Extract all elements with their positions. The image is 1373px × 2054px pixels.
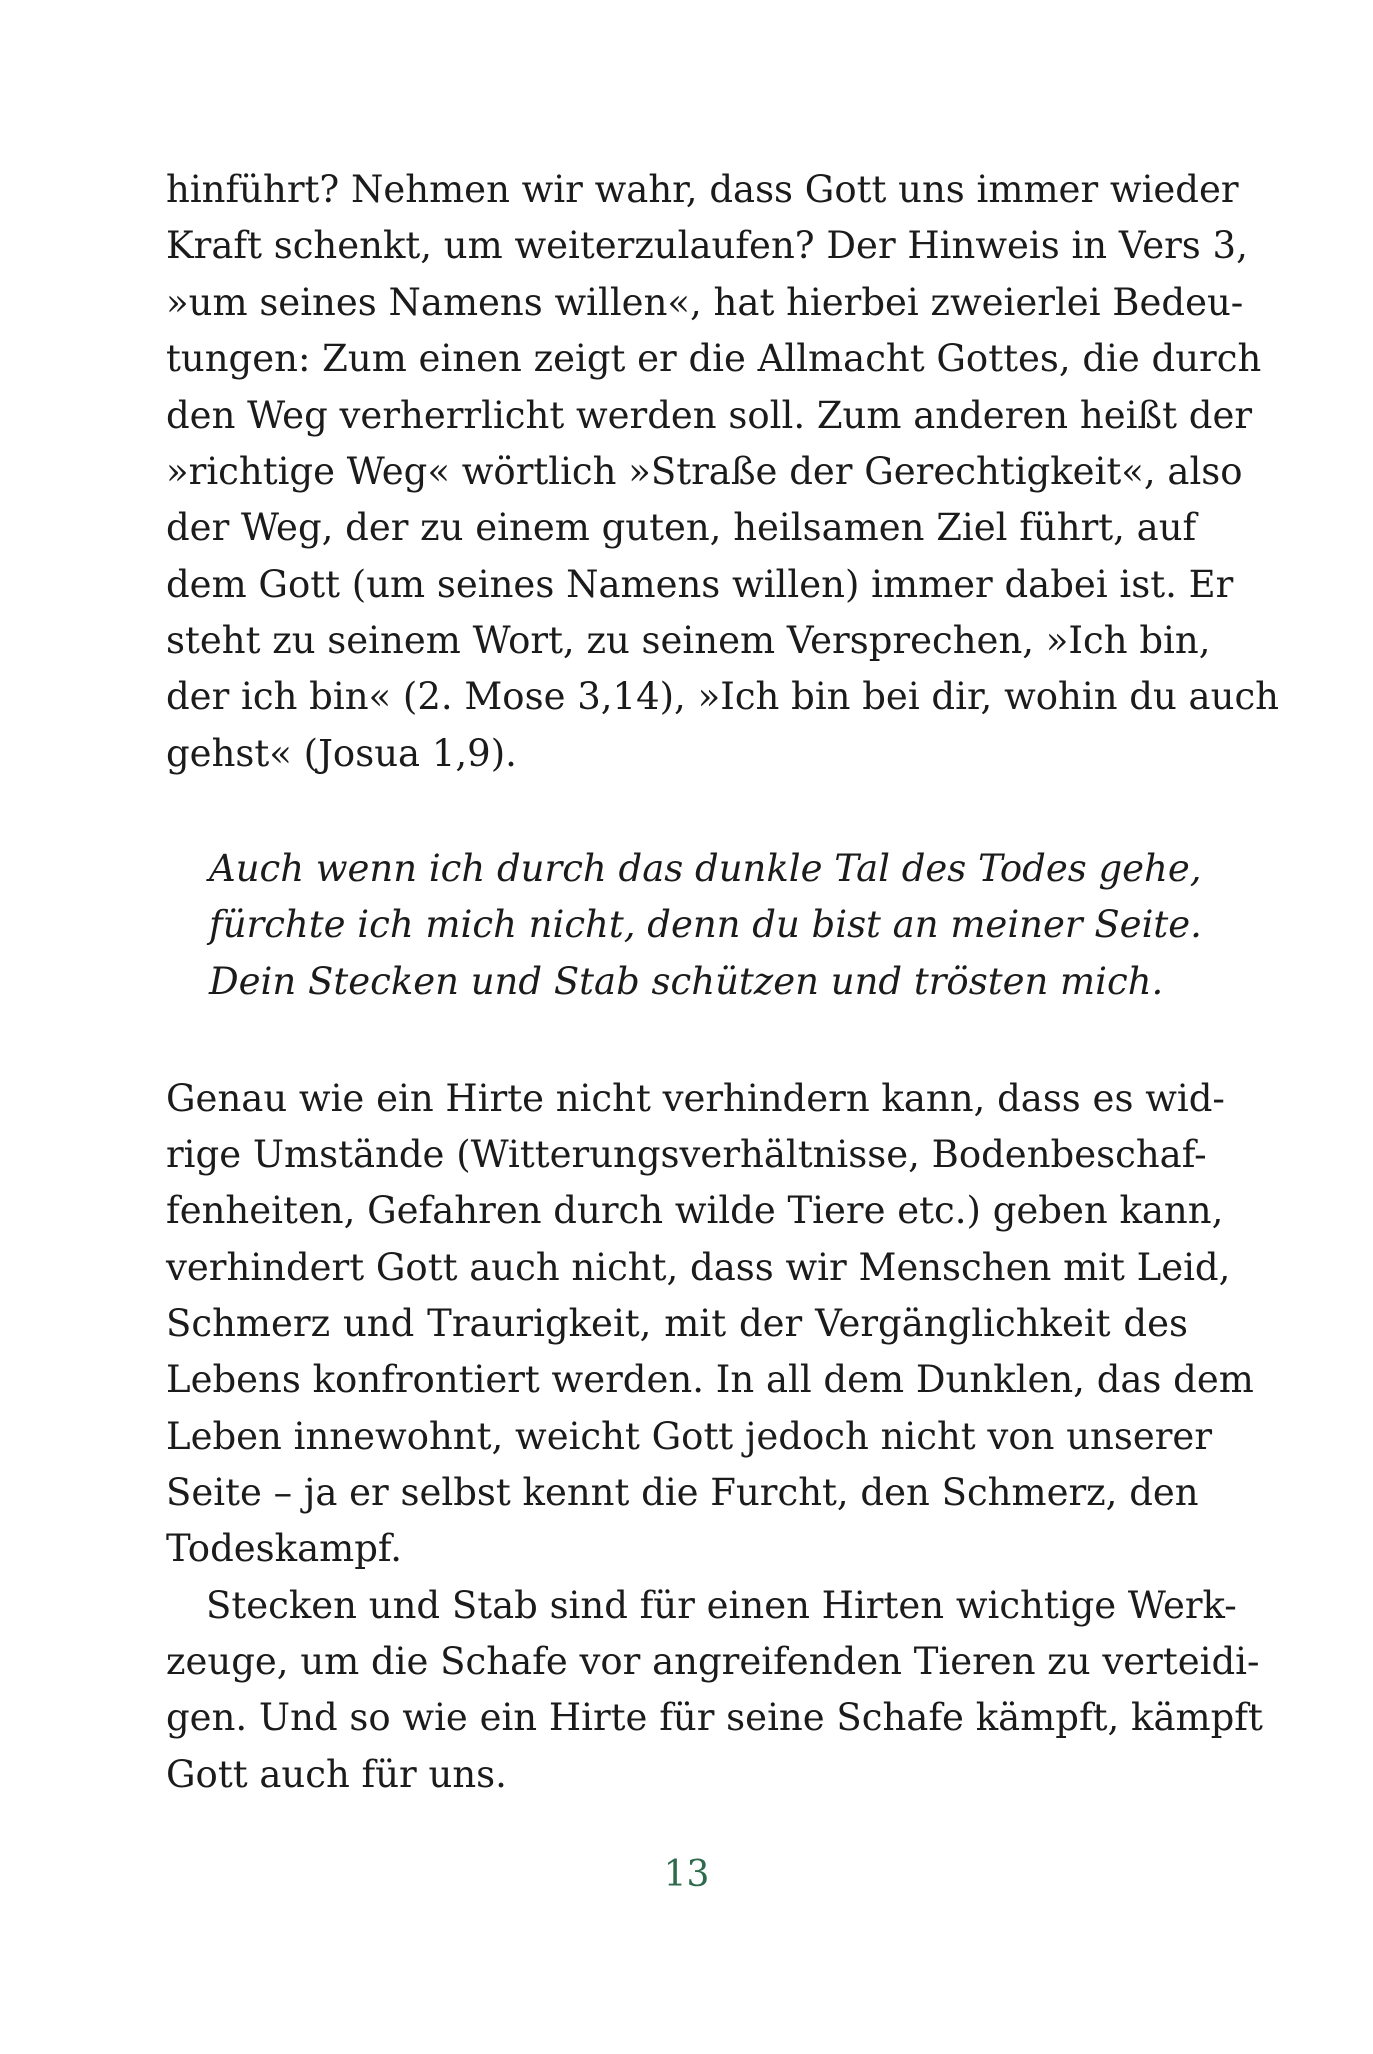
page-number: 13 xyxy=(663,1854,710,1895)
text-line: Leben innewohnt, weicht Gott jedoch nicht von unserer xyxy=(166,1415,1213,1458)
text-line: Kraft schenkt, um weiterzulaufen? Der Hinweis in Vers 3, xyxy=(166,224,1248,267)
text-line: Stecken und Stab sind für einen Hirten wichtige Werk- xyxy=(206,1584,1237,1627)
text-line: tungen: Zum einen zeigt er die Allmacht Gottes, die durch xyxy=(166,337,1262,380)
text-line: Lebens konfrontiert werden. In all dem Dunklen, das dem xyxy=(166,1358,1254,1401)
text-line: »richtige Weg« wörtlich »Straße der Gerechtigkeit«, also xyxy=(166,450,1243,493)
text-line: Schmerz und Traurigkeit, mit der Vergänglichkeit des xyxy=(166,1302,1188,1345)
text-line: hinführt? Nehmen wir wahr, dass Gott uns immer wieder xyxy=(166,168,1239,211)
text-line: »um seines Namens willen«, hat hierbei zweierlei Bedeu- xyxy=(166,281,1244,324)
text-line: gen. Und so wie ein Hirte für seine Schafe kämpft, kämpft xyxy=(166,1696,1263,1739)
quote-line: Dein Stecken und Stab schützen und trösten mich. xyxy=(209,960,1164,1003)
text-line: den Weg verherrlicht werden soll. Zum anderen heißt der xyxy=(166,394,1253,437)
text-line: rige Umstände (Witterungsverhältnisse, Bodenbeschaf- xyxy=(166,1133,1207,1176)
text-line: Gott auch für uns. xyxy=(166,1753,507,1796)
text-line: Genau wie ein Hirte nicht verhindern kann, dass es wid- xyxy=(166,1077,1225,1120)
text-line: Seite – ja er selbst kennt die Furcht, den Schmerz, den xyxy=(166,1471,1199,1514)
text-line: der Weg, der zu einem guten, heilsamen Ziel führt, auf xyxy=(166,506,1197,549)
text-line: fenheiten, Gefahren durch wilde Tiere etc.) geben kann, xyxy=(166,1189,1224,1232)
text-line: gehst« (Josua 1,9). xyxy=(166,732,517,775)
quote-line: Auch wenn ich durch das dunkle Tal des Todes gehe, xyxy=(209,847,1202,890)
text-line: dem Gott (um seines Namens willen) immer dabei ist. Er xyxy=(166,563,1234,606)
text-line: verhindert Gott auch nicht, dass wir Menschen mit Leid, xyxy=(166,1246,1231,1289)
text-line: der ich bin« (2. Mose 3,14), »Ich bin bei dir, wohin du auch xyxy=(166,675,1279,718)
text-line: steht zu seinem Wort, zu seinem Versprechen, »Ich bin, xyxy=(166,619,1211,662)
text-line: Todeskampf. xyxy=(166,1527,403,1570)
text-line: zeuge, um die Schafe vor angreifenden Tieren zu verteidi- xyxy=(166,1640,1260,1683)
quote-line: fürchte ich mich nicht, denn du bist an meiner Seite. xyxy=(209,903,1202,946)
